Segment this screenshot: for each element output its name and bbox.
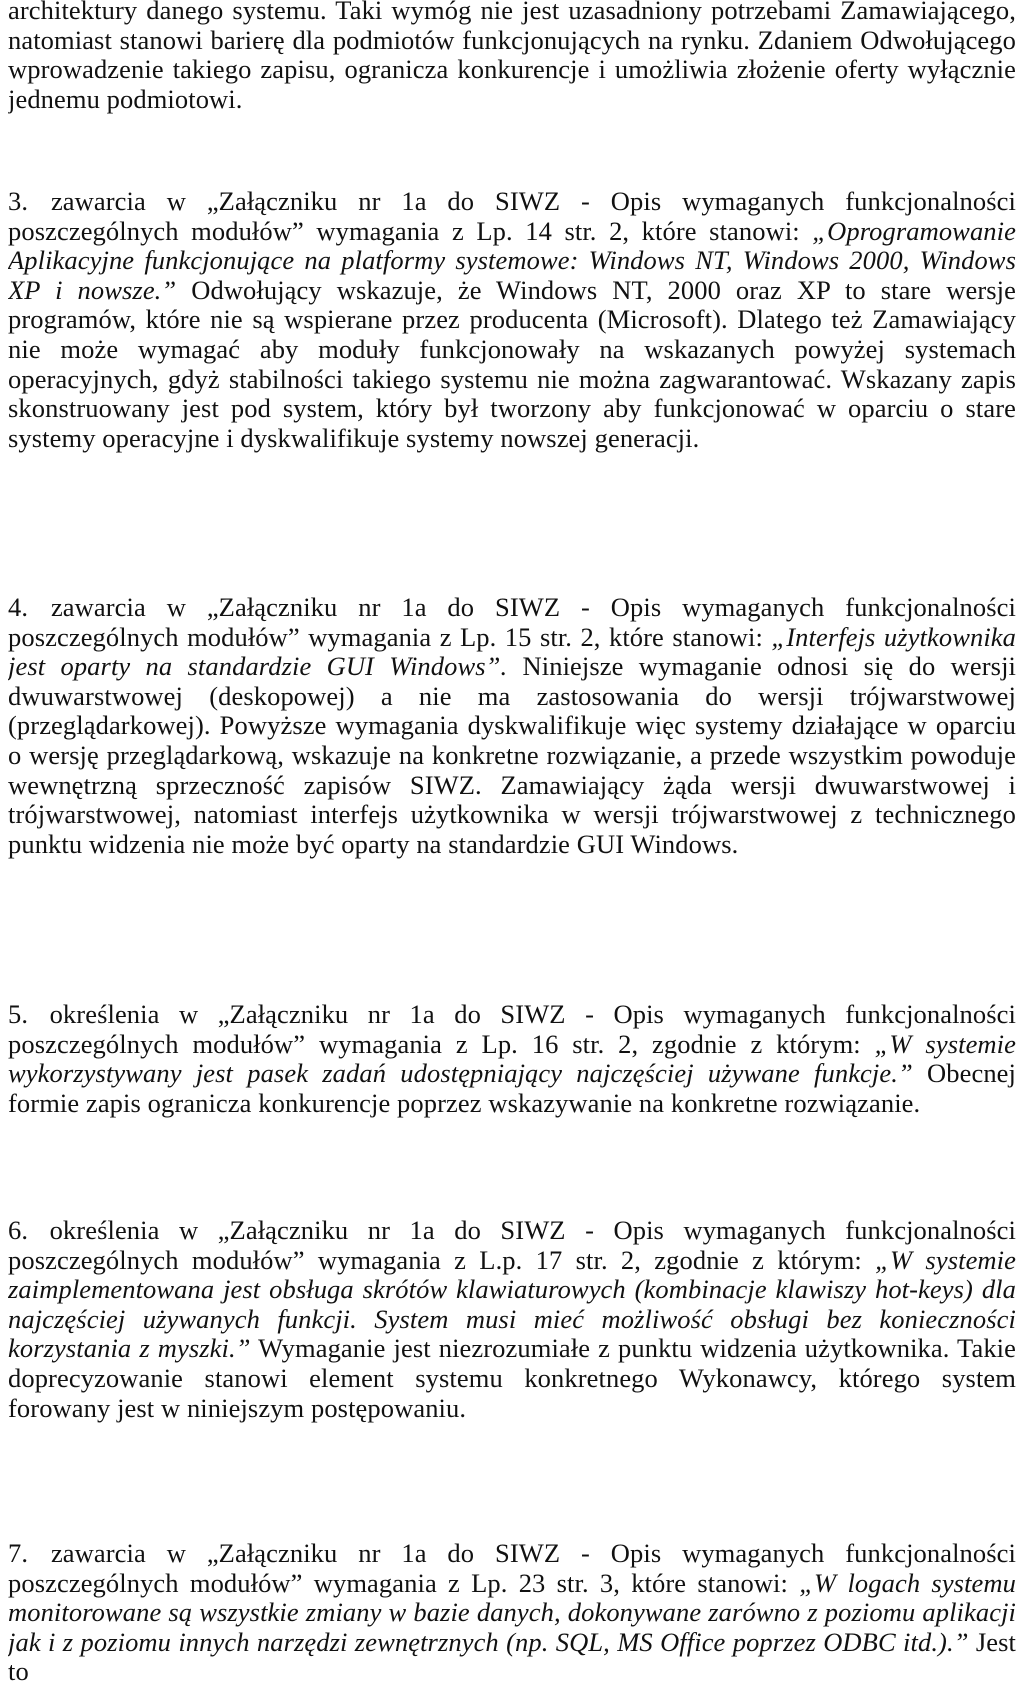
point-5-number: 5. [8, 999, 29, 1029]
point-4-quote: „Interfejs użytkownika jest oparty na standardzie GUI Windows”. [8, 621, 1016, 682]
point-4-lead: zawarcia w „Załączniku nr 1a do SIWZ - Opis wymaganych funkcjonalności poszczególnych modułów” wymagania z Lp. 15 str. 2, które stanowi: [8, 592, 1016, 652]
point-6-paragraph [8, 1216, 1016, 1423]
point-6-quote: „W systemie zaimplementowana jest obsługa skrótów klawiaturowych (kombinacje klawiszy hot-keys) dla najczęściej używanych funkcji. System musi mieć możliwość obsługi bez konieczności korzystania z myszki.” [8, 1244, 1016, 1364]
point-4-paragraph [8, 593, 1016, 859]
point-5-paragraph [8, 1000, 1016, 1118]
point-3-body: Odwołujący wskazuje, że Windows NT, 2000 oraz XP to stare wersje programów, które nie są wspierane przez producenta (Microsoft). Dlatego też Zamawiający nie może wymagać aby moduły funkcjonowały na wskazanych powyżej systemach operacyjnych, gdyż stabilności takiego systemu nie można zagwarantować. Wskazany zapis skonstruowany jest pod system, który był tworzony aby funkcjonować w oparciu o stare systemy operacyjne i dyskwalifikuje systemy nowszej generacji. [8, 274, 1016, 453]
point-3-number: 3. [8, 186, 29, 216]
point-6-lead: określenia w „Załączniku nr 1a do SIWZ - Opis wymaganych funkcjonalności poszczególnych modułów” wymagania z L.p. 17 str. 2, zgodnie z którym: [8, 1215, 1016, 1275]
intro-paragraph: architektury danego systemu. Taki wymóg nie jest uzasadniony potrzebami Zamawiającego, natomiast stanowi barierę dla podmiotów funkcjonujących na rynku. Zdaniem Odwołującego wprowadzenie takiego zapisu, ogranicza konkurencje i umożliwia złożenie oferty wyłącznie jednemu podmiotowi. [8, 0, 1016, 114]
point-7-paragraph [8, 1539, 1016, 1687]
point-7-number: 7. [8, 1538, 29, 1568]
point-3-paragraph [8, 187, 1016, 453]
point-3-quote: „Oprogramowanie Aplikacyjne funkcjonujące na platformy systemowe: Windows NT, Windows 2000, Windows XP i nowsze.” [8, 215, 1016, 305]
point-6-body: Wymaganie jest niezrozumiałe z punktu widzenia użytkownika. Takie doprecyzowanie stanowi element systemu konkretnego Wykonawcy, którego system forowany jest w niniejszym postępowaniu. [8, 1333, 1016, 1423]
point-4-body: Niniejsze wymaganie odnosi się do wersji dwuwarstwowej (deskopowej) a nie ma zastosowania do wersji trójwarstwowej (przeglądarkowej). Powyższe wymagania dyskwalifikuje więc systemy działające w oparciu o wersję przeglądarkową, wskazuje na konkretne rozwiązanie, a przede wszystkim powoduje wewnętrzną sprzeczność zapisów SIWZ. Zamawiający żąda wersji dwuwarstwowej i trójwarstwowej, natomiast interfejs użytkownika w wersji trójwarstwowej z technicznego punktu widzenia nie może być oparty na standardzie GUI Windows. [8, 651, 1016, 859]
point-5-quote: „W systemie wykorzystywany jest pasek zadań udostępniający najczęściej używane funkcje.” [8, 1028, 1016, 1089]
point-5-body: Obecnej formie zapis ogranicza konkurencje poprzez wskazywanie na konkretne rozwiązanie. [8, 1058, 1016, 1118]
point-7-lead: zawarcia w „Załączniku nr 1a do SIWZ - Opis wymaganych funkcjonalności poszczególnych modułów” wymagania z Lp. 23 str. 3, które stanowi: [8, 1538, 1016, 1598]
point-7-quote: „W logach systemu monitorowane są wszystkie zmiany w bazie danych, dokonywane zarówno z poziomu aplikacji jak i z poziomu innych narzędzi zewnętrznych (np. SQL, MS Office poprzez ODBC itd.).” [8, 1567, 1016, 1657]
point-7-body: Jest to [8, 1626, 1016, 1687]
point-3-lead: zawarcia w „Załączniku nr 1a do SIWZ - Opis wymaganych funkcjonalności poszczególnych modułów” wymagania z Lp. 14 str. 2, które stanowi: [8, 186, 1016, 246]
point-5-lead: określenia w „Załączniku nr 1a do SIWZ - Opis wymaganych funkcjonalności poszczególnych modułów” wymagania z Lp. 16 str. 2, zgodnie z którym: [8, 999, 1016, 1059]
document-page [8, 0, 1016, 1691]
point-4-number: 4. [8, 592, 29, 622]
point-6-number: 6. [8, 1215, 29, 1245]
